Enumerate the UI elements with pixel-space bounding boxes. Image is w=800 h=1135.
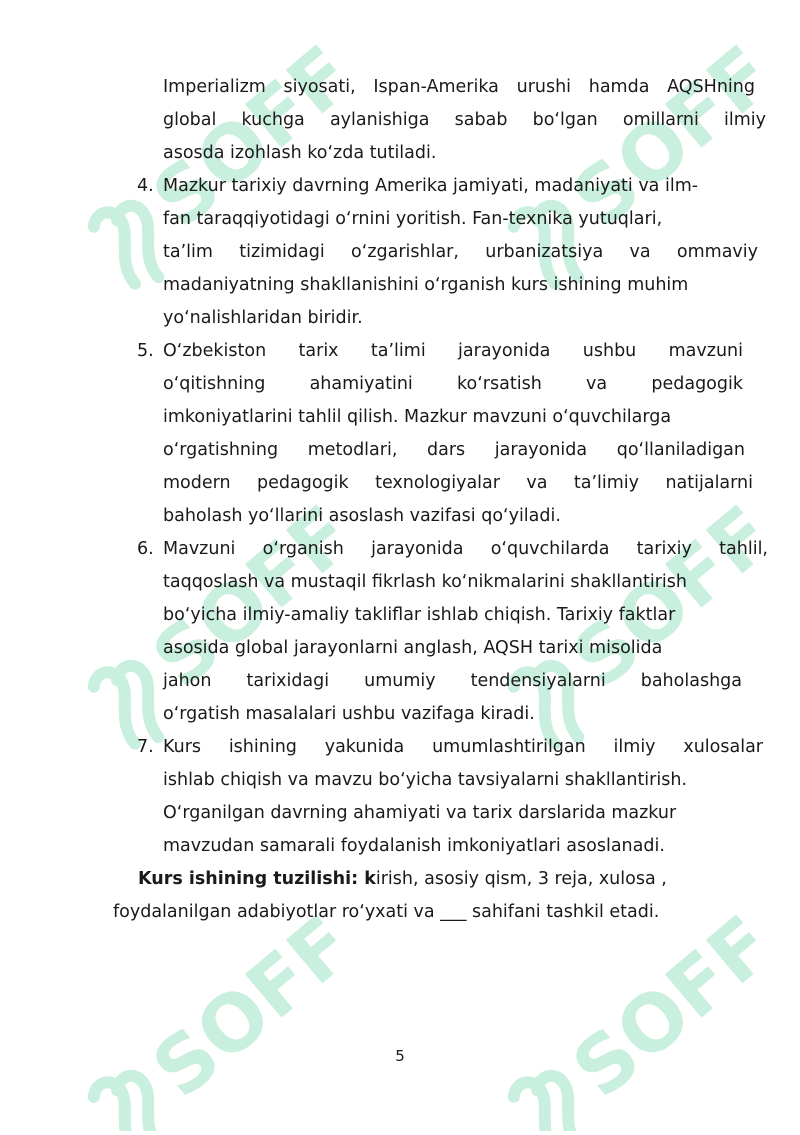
text-line: global kuchga aylanishiga sabab bo‘lgan omillarni ilmiy <box>163 110 766 130</box>
page-number: 5 <box>395 1047 405 1065</box>
text-line: Imperializm siyosati, Ispan-Amerika urushi hamda AQSHning <box>163 77 755 97</box>
text-line: Mavzuni o‘rganish jarayonida o‘quvchilarda tarixiy tahlil, <box>163 539 768 559</box>
text-line: asosida global jarayonlarni anglash, AQSH tarixi misolida <box>163 638 663 658</box>
text-line: bo‘yicha ilmiy-amaliy takliflar ishlab chiqish. Tarixiy faktlar <box>163 605 676 625</box>
text-line: Mazkur tarixiy davrning Amerika jamiyati, madaniyati va ilm- <box>163 176 699 196</box>
text-line: madaniyatning shakllanishini o‘rganish kurs ishining muhim <box>163 275 689 295</box>
text-line: taqqoslash va mustaqil fikrlash ko‘nikmalarini shakllantirish <box>163 572 687 592</box>
text-line: yo‘nalishlaridan biridir. <box>163 308 363 328</box>
structure-text: irish, asosiy qism, 3 reja, xulosa , <box>375 869 667 889</box>
list-number: 5. <box>137 341 154 361</box>
soff-watermark: SOFF <box>0 0 800 1131</box>
text-line: O‘rganilgan davrning ahamiyati va tarix darslarida mazkur <box>163 803 677 823</box>
text-line: O‘zbekiston tarix ta’limi jarayonida ushbu mavzuni <box>163 341 743 361</box>
text-line: mavzudan samarali foydalanish imkoniyatlari asoslanadi. <box>163 836 665 856</box>
text-line: o‘qitishning ahamiyatini ko‘rsatish va pedagogik <box>163 374 743 394</box>
text-line: ishlab chiqish va mavzu bo‘yicha tavsiyalarni shakllantirish. <box>163 770 688 790</box>
list-number: 4. <box>137 176 154 196</box>
structure-label: Kurs ishining tuzilishi: k <box>138 869 376 889</box>
text-line: baholash yo‘llarini asoslash vazifasi qo‘yiladi. <box>163 506 561 526</box>
text-line: jahon tarixidagi umumiy tendensiyalarni baholashga <box>163 671 742 691</box>
text-line: asosda izohlash ko‘zda tutiladi. <box>163 143 437 163</box>
list-number: 6. <box>137 539 154 559</box>
text-line: modern pedagogik texnologiyalar va ta’limiy natijalarni <box>163 473 753 493</box>
text-line: imkoniyatlarini tahlil qilish. Mazkur mavzuni o‘quvchilarga <box>163 407 672 427</box>
text-line <box>138 863 667 896</box>
text-line: o‘rgatish masalalari ushbu vazifaga kiradi. <box>163 704 535 724</box>
text-line: foydalanilgan adabiyotlar ro‘yxati va ___ sahifani tashkil etadi. <box>113 902 660 922</box>
text-line: Kurs ishining yakunida umumlashtirilgan ilmiy xulosalar <box>163 737 763 757</box>
text-line: ta’lim tizimidagi o‘zgarishlar, urbanizatsiya va ommaviy <box>163 242 758 262</box>
text-line: o‘rgatishning metodlari, dars jarayonida qo‘llaniladigan <box>163 440 745 460</box>
list-number: 7. <box>137 737 154 757</box>
text-line: fan taraqqiyotidagi o‘rnini yoritish. Fan-texnika yutuqlari, <box>163 209 663 229</box>
